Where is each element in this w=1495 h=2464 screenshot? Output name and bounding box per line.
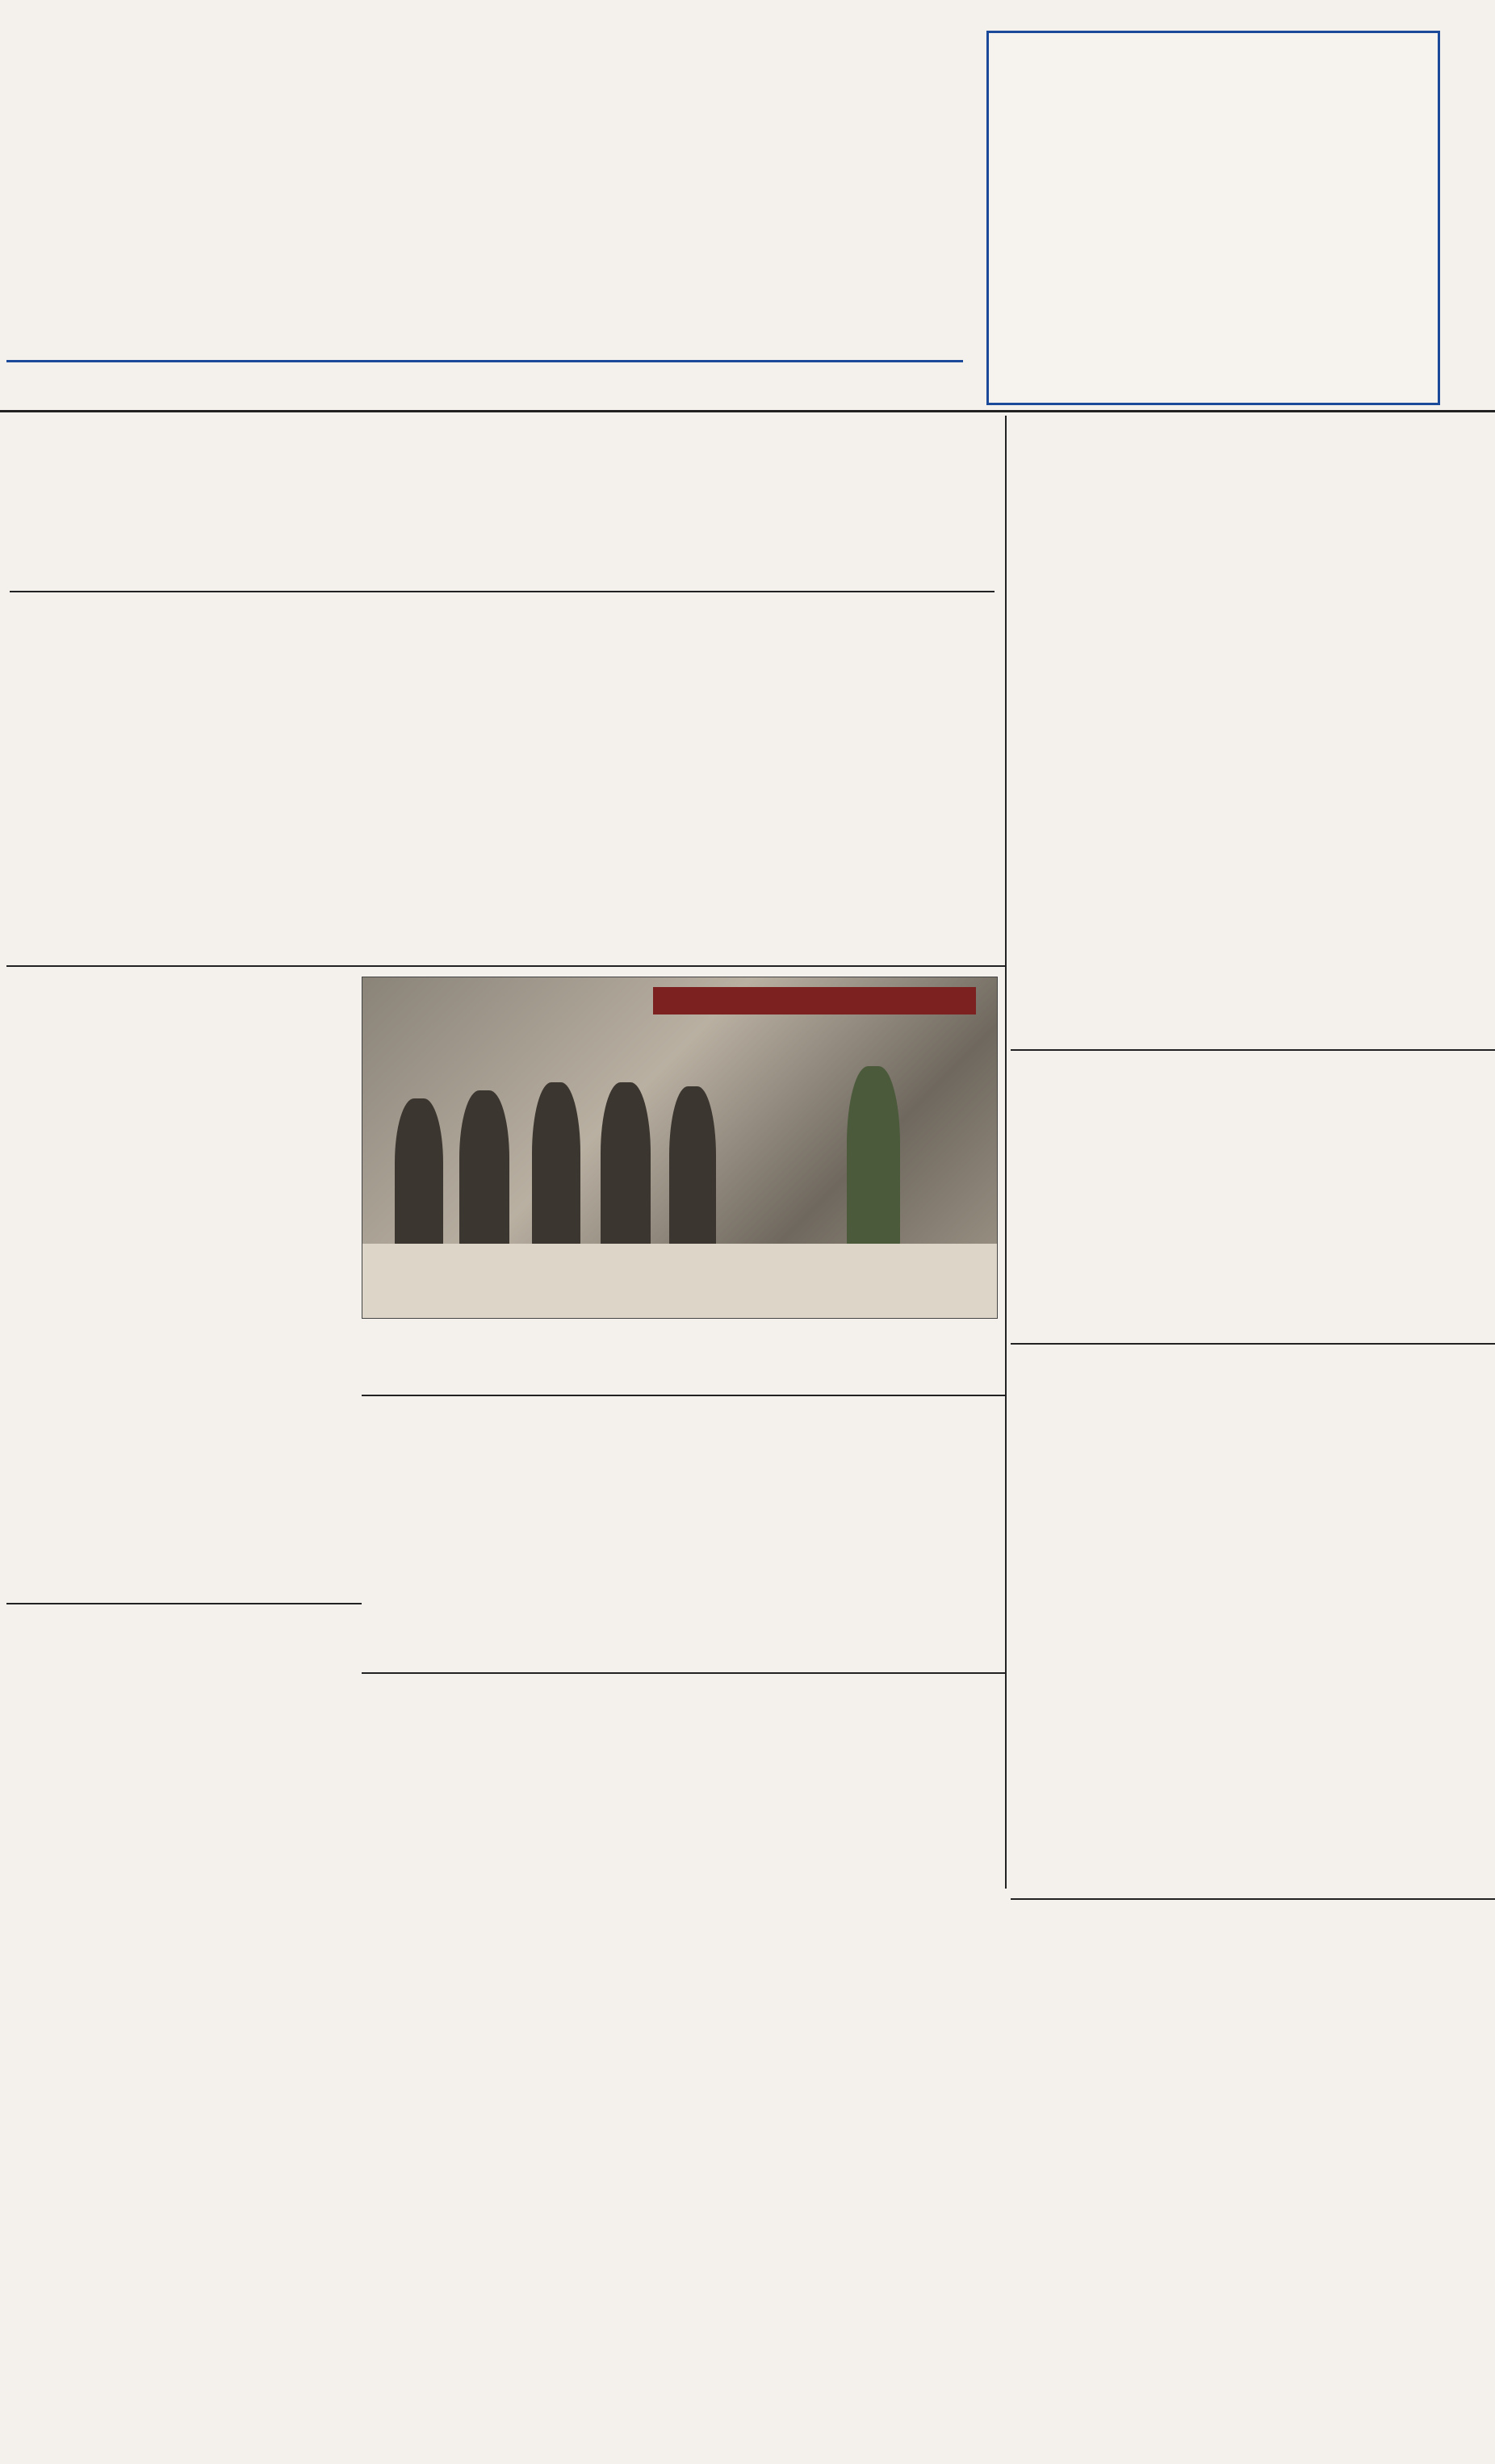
left-rule-1 bbox=[6, 965, 1005, 967]
vertical-rule-right bbox=[1005, 416, 1007, 1889]
photo-figure bbox=[669, 1086, 716, 1260]
photo-figure bbox=[532, 1082, 580, 1260]
photo-banner bbox=[653, 987, 976, 1014]
photo-desk bbox=[362, 1244, 997, 1318]
right-rule-3 bbox=[1011, 1898, 1495, 1900]
lead-column-1 bbox=[11, 600, 334, 960]
mid-rule-2 bbox=[362, 1672, 1005, 1674]
photo-measurement-station bbox=[362, 977, 998, 1319]
mid-rule-1 bbox=[362, 1395, 1005, 1396]
right-rule-1 bbox=[1011, 1049, 1495, 1051]
zhuxue-body bbox=[362, 1453, 998, 1648]
lead-column-2 bbox=[343, 600, 676, 960]
masthead-info-box bbox=[986, 31, 1440, 405]
masthead-bottom-rule bbox=[0, 410, 1495, 412]
du-article-body bbox=[1016, 428, 1359, 1025]
lead-sub-rule bbox=[10, 591, 995, 592]
photo-figure bbox=[395, 1098, 443, 1260]
photo-figure bbox=[601, 1082, 651, 1260]
masthead-rule bbox=[6, 360, 963, 362]
masthead-title bbox=[6, 16, 975, 355]
photo1-caption bbox=[371, 1324, 993, 1372]
right-rule-2 bbox=[1011, 1343, 1495, 1345]
xiaoyuan-vertical-headline bbox=[6, 1614, 95, 2034]
du-vertical-headline bbox=[1366, 436, 1487, 1049]
left-rule-2 bbox=[6, 1603, 362, 1604]
lead-column-3 bbox=[685, 600, 997, 939]
jiaoyuting1-body bbox=[1016, 1109, 1488, 1319]
masthead-english-title bbox=[8, 365, 961, 399]
photo-figure bbox=[847, 1066, 900, 1260]
photo-figure bbox=[459, 1090, 509, 1260]
shiwei-body bbox=[1016, 1401, 1488, 1877]
